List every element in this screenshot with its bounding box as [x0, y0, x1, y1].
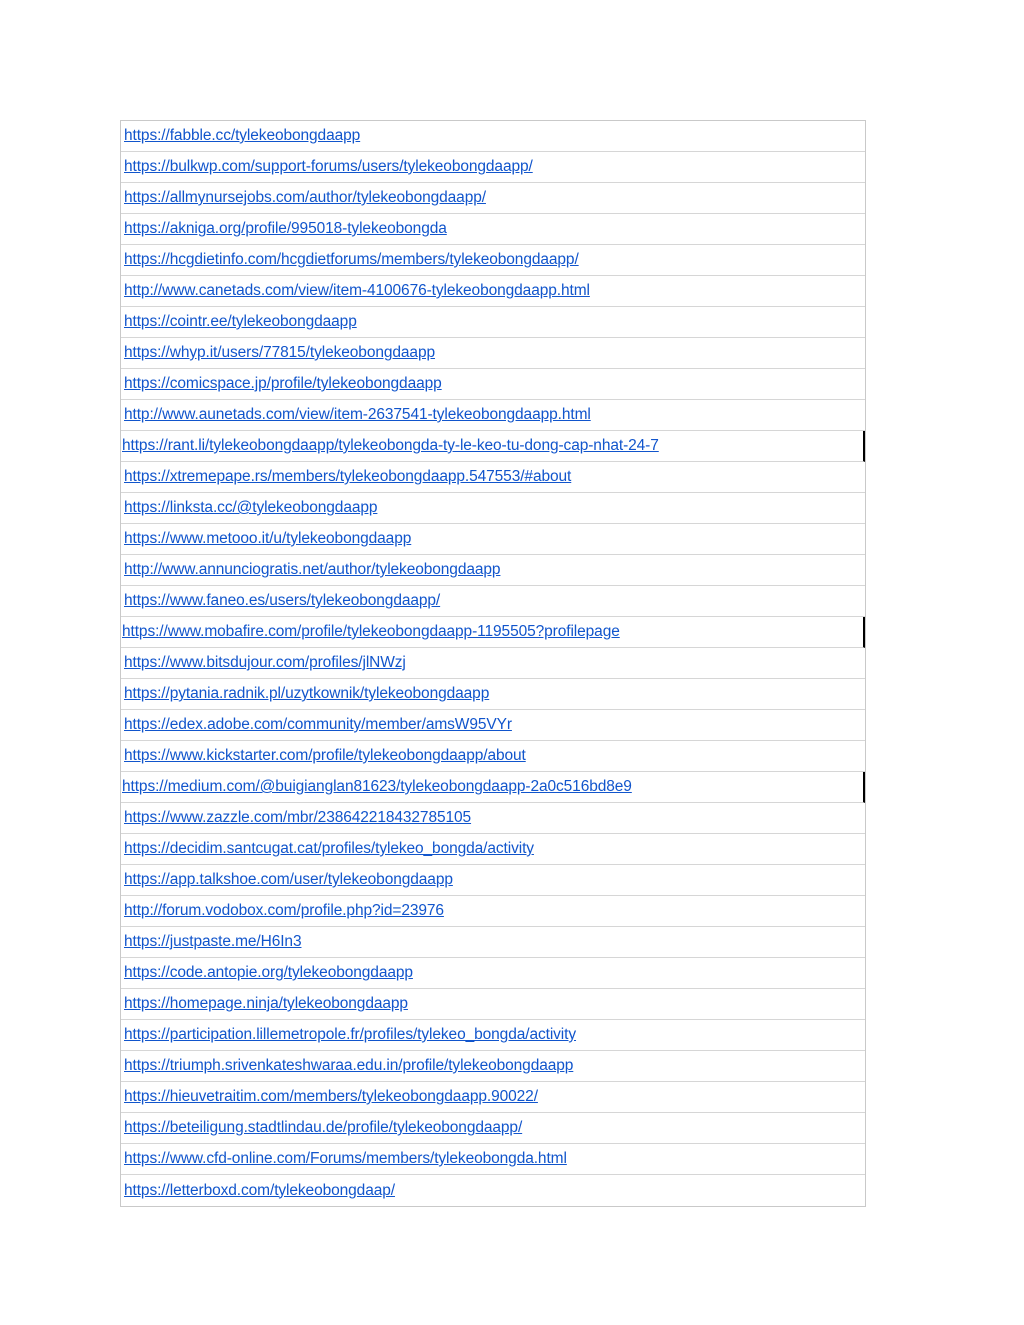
link-talkshoe[interactable]: https://app.talkshoe.com/user/tylekeobongdaapp	[124, 871, 453, 888]
link-aunetads[interactable]: http://www.aunetads.com/view/item-2637541-tylekeobongdaapp.html	[124, 406, 591, 423]
table-row	[121, 1082, 865, 1113]
link-srivenkateshwaraa[interactable]: https://triumph.srivenkateshwaraa.edu.in/profile/tylekeobongdaapp	[124, 1057, 574, 1074]
link-annunciogratis[interactable]: http://www.annunciogratis.net/author/tylekeobongdaapp	[124, 561, 501, 578]
table-row	[121, 183, 865, 214]
link-linksta[interactable]: https://linksta.cc/@tylekeobongdaapp	[124, 499, 378, 516]
table-row	[121, 1020, 865, 1051]
table-row	[121, 431, 865, 462]
table-row	[121, 896, 865, 927]
table-row	[121, 927, 865, 958]
table-row	[121, 1113, 865, 1144]
table-row	[121, 679, 865, 710]
table-row	[121, 958, 865, 989]
table-row	[121, 710, 865, 741]
link-cointree[interactable]: https://cointr.ee/tylekeobongdaapp	[124, 313, 357, 330]
table-row	[121, 989, 865, 1020]
link-metooo[interactable]: https://www.metooo.it/u/tylekeobongdaapp	[124, 530, 412, 547]
table-row	[121, 617, 865, 648]
table-row	[121, 152, 865, 183]
link-stadtlindau[interactable]: https://beteiligung.stadtlindau.de/profile/tylekeobongdaapp/	[124, 1119, 523, 1136]
table-row	[121, 338, 865, 369]
table-row	[121, 462, 865, 493]
link-justpaste[interactable]: https://justpaste.me/H6In3	[124, 933, 302, 950]
link-rant[interactable]: https://rant.li/tylekeobongdaapp/tylekeobongda-ty-le-keo-tu-dong-cap-nhat-24-7	[122, 437, 659, 454]
link-pytania[interactable]: https://pytania.radnik.pl/uzytkownik/tylekeobongdaapp	[124, 685, 490, 702]
table-row	[121, 741, 865, 772]
link-medium[interactable]: https://medium.com/@buigianglan81623/tylekeobongdaapp-2a0c516bd8e9	[122, 778, 632, 795]
link-zazzle[interactable]: https://www.zazzle.com/mbr/238642218432785105	[124, 809, 472, 826]
table-row	[121, 400, 865, 431]
link-comicspace[interactable]: https://comicspace.jp/profile/tylekeobongdaapp	[124, 375, 442, 392]
link-lillemetropole[interactable]: https://participation.lillemetropole.fr/profiles/tylekeo_bongda/activity	[124, 1026, 577, 1043]
link-letterboxd[interactable]: https://letterboxd.com/tylekeobongdaap/	[124, 1181, 395, 1199]
table-row	[121, 1051, 865, 1082]
link-kickstarter[interactable]: https://www.kickstarter.com/profile/tylekeobongdaapp/about	[124, 747, 526, 764]
link-akniga[interactable]: https://akniga.org/profile/995018-tylekeobongda	[124, 220, 447, 237]
link-cfd-online[interactable]: https://www.cfd-online.com/Forums/members/tylekeobongda.html	[124, 1150, 567, 1167]
table-row	[121, 369, 865, 400]
table-row	[121, 214, 865, 245]
link-hcgdietinfo[interactable]: https://hcgdietinfo.com/hcgdietforums/members/tylekeobongdaapp/	[124, 251, 579, 268]
table-row	[121, 586, 865, 617]
link-homepage-ninja[interactable]: https://homepage.ninja/tylekeobongdaapp	[124, 995, 408, 1012]
link-bulkwp[interactable]: https://bulkwp.com/support-forums/users/tylekeobongdaapp/	[124, 158, 533, 175]
table-row	[121, 865, 865, 896]
link-bitsdujour[interactable]: https://www.bitsdujour.com/profiles/jlNWzj	[124, 654, 406, 671]
link-vodobox[interactable]: http://forum.vodobox.com/profile.php?id=23976	[124, 902, 444, 919]
link-allmynursejobs[interactable]: https://allmynursejobs.com/author/tylekeobongdaapp/	[124, 189, 486, 206]
table-row	[121, 1175, 865, 1206]
link-xtremepape[interactable]: https://xtremepape.rs/members/tylekeobongdaapp.547553/#about	[124, 468, 572, 485]
link-edex-adobe[interactable]: https://edex.adobe.com/community/member/amsW95VYr	[124, 716, 512, 733]
link-canetads[interactable]: http://www.canetads.com/view/item-4100676-tylekeobongdaapp.html	[124, 282, 590, 299]
table-row	[121, 772, 865, 803]
table-row	[121, 524, 865, 555]
link-table	[120, 120, 866, 1207]
link-whyp[interactable]: https://whyp.it/users/77815/tylekeobongdaapp	[124, 344, 435, 361]
link-hieuvetraitim[interactable]: https://hieuvetraitim.com/members/tylekeobongdaapp.90022/	[124, 1088, 538, 1105]
link-faneo[interactable]: https://www.faneo.es/users/tylekeobongdaapp/	[124, 592, 441, 609]
table-row	[121, 555, 865, 586]
link-antopie[interactable]: https://code.antopie.org/tylekeobongdaapp	[124, 964, 413, 981]
table-row	[121, 648, 865, 679]
table-row	[121, 834, 865, 865]
table-row	[121, 245, 865, 276]
link-fabble[interactable]: https://fabble.cc/tylekeobongdaapp	[124, 127, 361, 144]
table-row	[121, 276, 865, 307]
table-row	[121, 121, 865, 152]
table-row	[121, 803, 865, 834]
table-row	[121, 493, 865, 524]
table-row	[121, 1144, 865, 1175]
table-row	[121, 307, 865, 338]
link-mobafire[interactable]: https://www.mobafire.com/profile/tylekeobongdaapp-1195505?profilepage	[122, 623, 620, 640]
link-decidim-santcugat[interactable]: https://decidim.santcugat.cat/profiles/tylekeo_bongda/activity	[124, 840, 534, 857]
